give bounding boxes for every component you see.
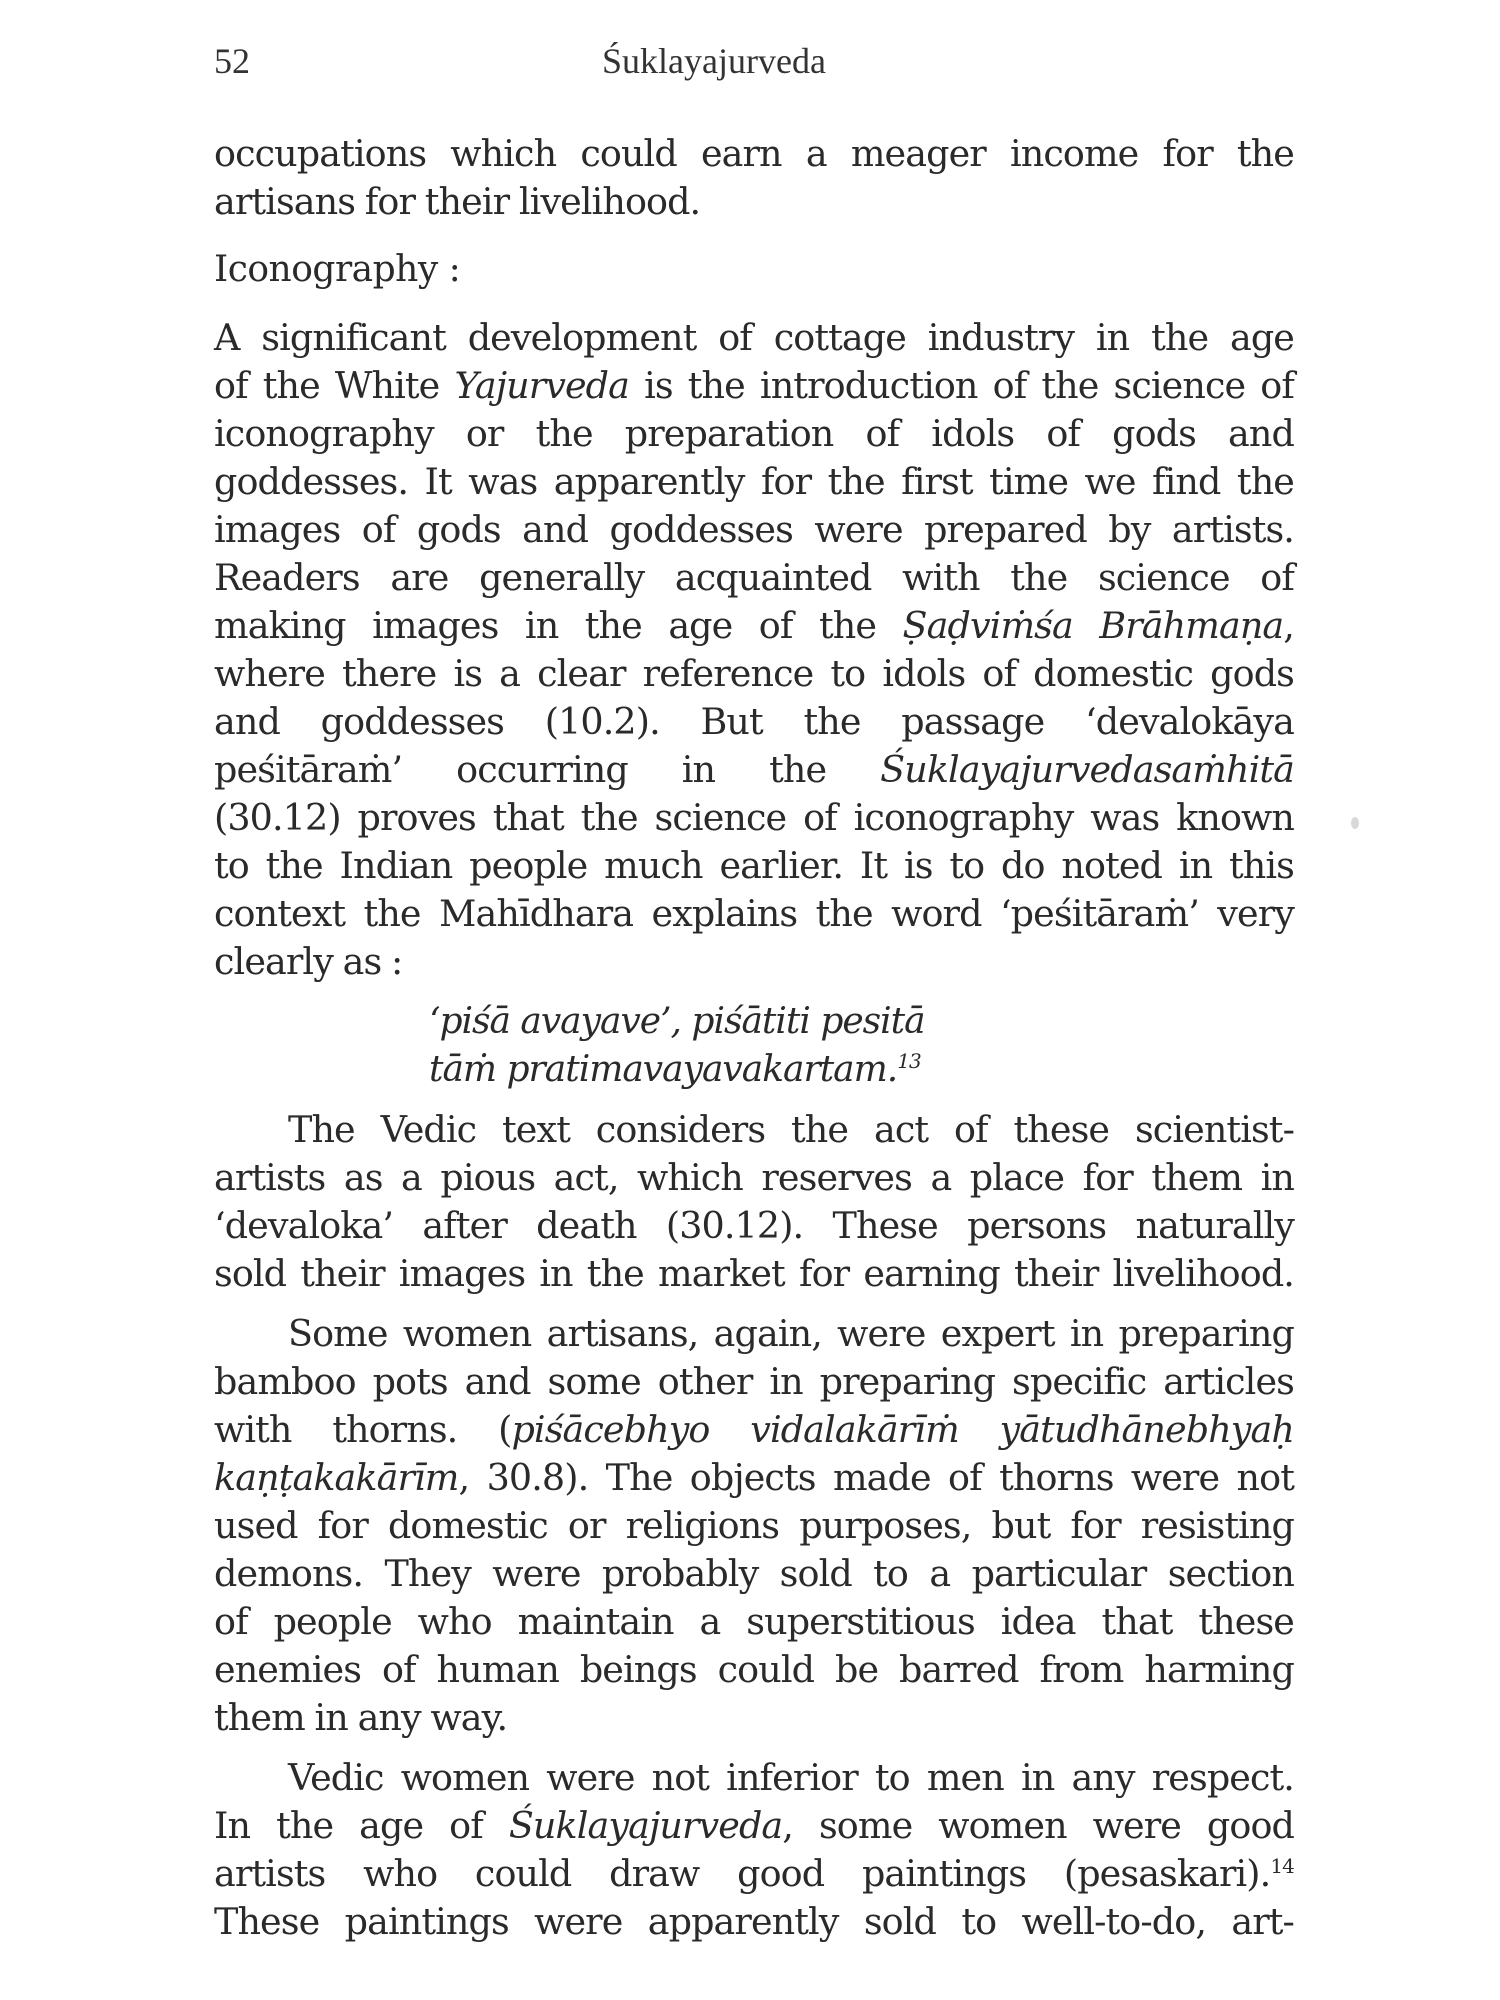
text-line: Some women artisans, again, were expert in preparing	[288, 1312, 1294, 1355]
italic-term: Śuklayajurveda	[508, 1804, 783, 1847]
text-line: context the Mahīdhara explains the word ‘peśitāraṁ’ very	[214, 892, 1294, 935]
text-line	[214, 602, 1294, 650]
text-line: used for domestic or religions purposes, but for resisting	[214, 1504, 1294, 1547]
italic-term: Śuklayajurvedasaṁhitā	[880, 748, 1294, 791]
text-line: to the Indian people much earlier. It is to do noted in this	[214, 844, 1294, 887]
text-span: peśitāraṁ’ occurring in the	[214, 748, 881, 791]
text-line: bamboo pots and some other in preparing specific articles	[214, 1360, 1294, 1403]
text-line: images of gods and goddesses were prepared by artists.	[214, 508, 1294, 551]
text-line: ‘devaloka’ after death (30.12). These persons naturally	[214, 1204, 1294, 1247]
text-line	[214, 1850, 1294, 1898]
text-line: sold their images in the market for earning their livelihood.	[214, 1252, 1294, 1295]
italic-term: kaṇṭakakārīm	[214, 1456, 459, 1499]
text-line: clearly as :	[214, 940, 403, 983]
text-line	[214, 362, 1294, 410]
text-span: In the age of	[214, 1804, 509, 1847]
body-text	[214, 130, 1294, 1946]
text-line: Readers are generally acquainted with the science of	[214, 556, 1294, 599]
text-line	[214, 1406, 1294, 1454]
text-line: The Vedic text considers the act of these scientist-	[288, 1108, 1294, 1151]
text-line: of people who maintain a superstitious idea that these	[214, 1600, 1294, 1643]
text-span: artists who could draw good paintings (pesaskari).	[214, 1852, 1271, 1895]
text-line: artists as a pious act, which reserves a place for them in	[214, 1156, 1294, 1199]
text-span: , 30.8). The objects made of thorns were not	[458, 1456, 1294, 1499]
scan-speck	[1351, 817, 1359, 829]
text-line: Vedic women were not inferior to men in any respect.	[288, 1756, 1294, 1799]
text-line	[214, 746, 1294, 794]
italic-term: Ṣaḍviṁśa Brāhmaṇa	[902, 604, 1284, 647]
text-span: ,	[1283, 604, 1294, 647]
text-line: goddesses. It was apparently for the first time we find the	[214, 460, 1294, 503]
text-line	[214, 1454, 1294, 1502]
text-span: of the White	[214, 364, 455, 407]
text-line: enemies of human beings could be barred from harming	[214, 1648, 1294, 1691]
text-line: These paintings were apparently sold to well-to-do, art-	[214, 1900, 1294, 1943]
text-line: occupations which could earn a meager income for the	[214, 132, 1294, 175]
running-head	[214, 40, 1294, 90]
page-number: 52	[214, 41, 250, 81]
text-span: making images in the age of the	[214, 604, 903, 647]
section-heading: Iconography :	[214, 249, 461, 290]
text-line: artisans for their livelihood.	[214, 180, 701, 223]
italic-term: Yajurveda	[454, 364, 630, 407]
text-line: (30.12) proves that the science of iconography was known	[214, 796, 1294, 839]
text-span: , some women were good	[782, 1804, 1294, 1847]
text-line	[214, 1802, 1294, 1850]
text-span: is the introduction of the science of	[629, 364, 1294, 407]
footnote-ref: 13	[897, 1049, 921, 1073]
text-span: tāṁ pratimavayavakartam.	[429, 1049, 898, 1090]
text-line: and goddesses (10.2). But the passage ‘devalokāya	[214, 700, 1294, 743]
running-title: Śuklayajurveda	[602, 41, 826, 81]
text-line: iconography or the preparation of idols of gods and	[214, 412, 1294, 455]
text-line: A significant development of cottage industry in the age	[214, 316, 1294, 359]
quotation-line: ‘piśā avayave’, piśātiti pesitā	[429, 1001, 925, 1042]
text-line: where there is a clear reference to idols of domestic gods	[214, 652, 1294, 695]
text-line: them in any way.	[214, 1696, 508, 1739]
quotation-line	[214, 1046, 1294, 1094]
footnote-ref: 14	[1270, 1853, 1294, 1878]
text-line: demons. They were probably sold to a particular section	[214, 1552, 1294, 1595]
text-span: with thorns. (	[214, 1408, 512, 1451]
italic-term: piśācebhyo vidalakārīṁ yātudhānebhyaḥ	[511, 1408, 1294, 1451]
